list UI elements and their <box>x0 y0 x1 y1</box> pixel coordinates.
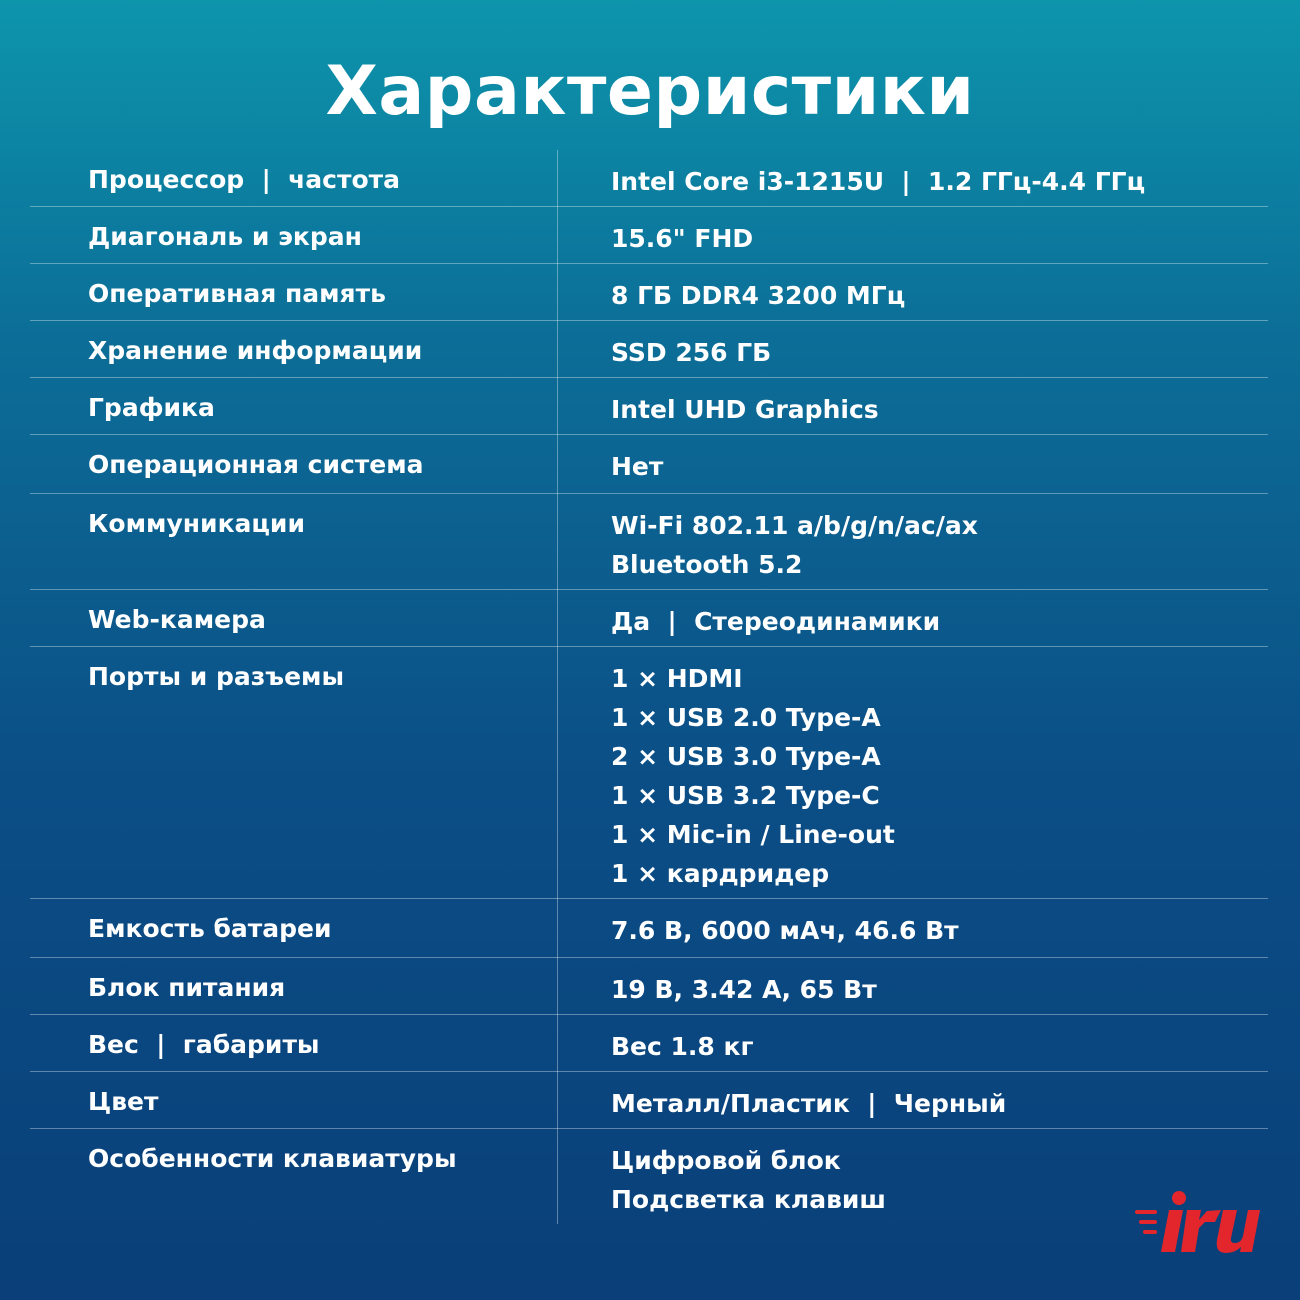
spec-row <box>30 958 1268 1015</box>
spec-row <box>30 1129 1268 1222</box>
spec-value-line: 1 × USB 3.2 Type-C <box>611 781 880 810</box>
spec-row <box>30 647 1268 899</box>
page-title: Характеристики <box>325 52 975 131</box>
spec-value <box>557 219 1268 263</box>
spec-label: Особенности клавиатуры <box>88 1144 457 1173</box>
spec-value <box>557 447 1268 493</box>
spec-value-line: Подсветка клавиш <box>611 1185 886 1214</box>
spec-value-line: 1 × кардридер <box>611 859 830 888</box>
spec-value-line: Intel Core i3-1215U | 1.2 ГГц-4.4 ГГц <box>611 167 1146 196</box>
spec-value-line: Да | Стереодинамики <box>611 607 941 636</box>
spec-row <box>30 378 1268 435</box>
spec-row <box>30 321 1268 378</box>
spec-value-line: 19 В, 3.42 А, 65 Вт <box>611 975 877 1004</box>
spec-value <box>557 276 1268 320</box>
spec-value-line: Wi-Fi 802.11 a/b/g/n/ac/ax <box>611 511 978 540</box>
spec-value-line: Нет <box>611 452 664 481</box>
spec-value-line: 8 ГБ DDR4 3200 МГц <box>611 281 906 310</box>
spec-value <box>557 911 1268 957</box>
spec-row <box>30 435 1268 494</box>
spec-value-line: Bluetooth 5.2 <box>611 550 803 579</box>
spec-row <box>30 899 1268 958</box>
spec-value <box>557 390 1268 434</box>
spec-value-line: Вес 1.8 кг <box>611 1032 754 1061</box>
spec-label: Web-камера <box>88 605 266 634</box>
spec-row <box>30 150 1268 207</box>
spec-label: Хранение информации <box>88 336 423 365</box>
spec-value-line: 1 × Mic-in / Line-out <box>611 820 895 849</box>
spec-value <box>557 602 1268 646</box>
spec-label: Графика <box>88 393 215 422</box>
spec-value-line: 1 × HDMI <box>611 664 743 693</box>
spec-label: Диагональ и экран <box>88 222 362 251</box>
spec-label: Оперативная память <box>88 279 386 308</box>
spec-label: Емкость батареи <box>88 914 332 943</box>
spec-value <box>557 970 1268 1014</box>
spec-label: Процессор | частота <box>88 165 401 194</box>
spec-value-line: Металл/Пластик | Черный <box>611 1089 1007 1118</box>
spec-value <box>557 506 1268 589</box>
spec-value-line: SSD 256 ГБ <box>611 338 772 367</box>
spec-label: Порты и разъемы <box>88 662 345 691</box>
spec-label: Вес | габариты <box>88 1030 320 1059</box>
spec-row <box>30 1072 1268 1129</box>
iru-logo-icon <box>1135 1188 1260 1260</box>
spec-value-line: 7.6 В, 6000 мАч, 46.6 Вт <box>611 916 959 945</box>
spec-value-line: Intel UHD Graphics <box>611 395 879 424</box>
spec-row <box>30 264 1268 321</box>
spec-value <box>557 1084 1268 1128</box>
spec-value <box>557 162 1268 206</box>
spec-row <box>30 494 1268 590</box>
spec-table <box>30 150 1268 1222</box>
spec-label: Цвет <box>88 1087 159 1116</box>
spec-value-line: 2 × USB 3.0 Type-A <box>611 742 881 771</box>
spec-row <box>30 590 1268 647</box>
spec-value <box>557 1027 1268 1071</box>
spec-row <box>30 1015 1268 1072</box>
spec-value-line: 1 × USB 2.0 Type-A <box>611 703 881 732</box>
spec-value-line: 15.6" FHD <box>611 224 754 253</box>
spec-label: Блок питания <box>88 973 286 1002</box>
spec-label: Коммуникации <box>88 509 305 538</box>
spec-value <box>557 659 1268 898</box>
spec-value <box>557 333 1268 377</box>
spec-row <box>30 207 1268 264</box>
spec-label: Операционная система <box>88 450 424 479</box>
spec-value-line: Цифровой блок <box>611 1146 841 1175</box>
